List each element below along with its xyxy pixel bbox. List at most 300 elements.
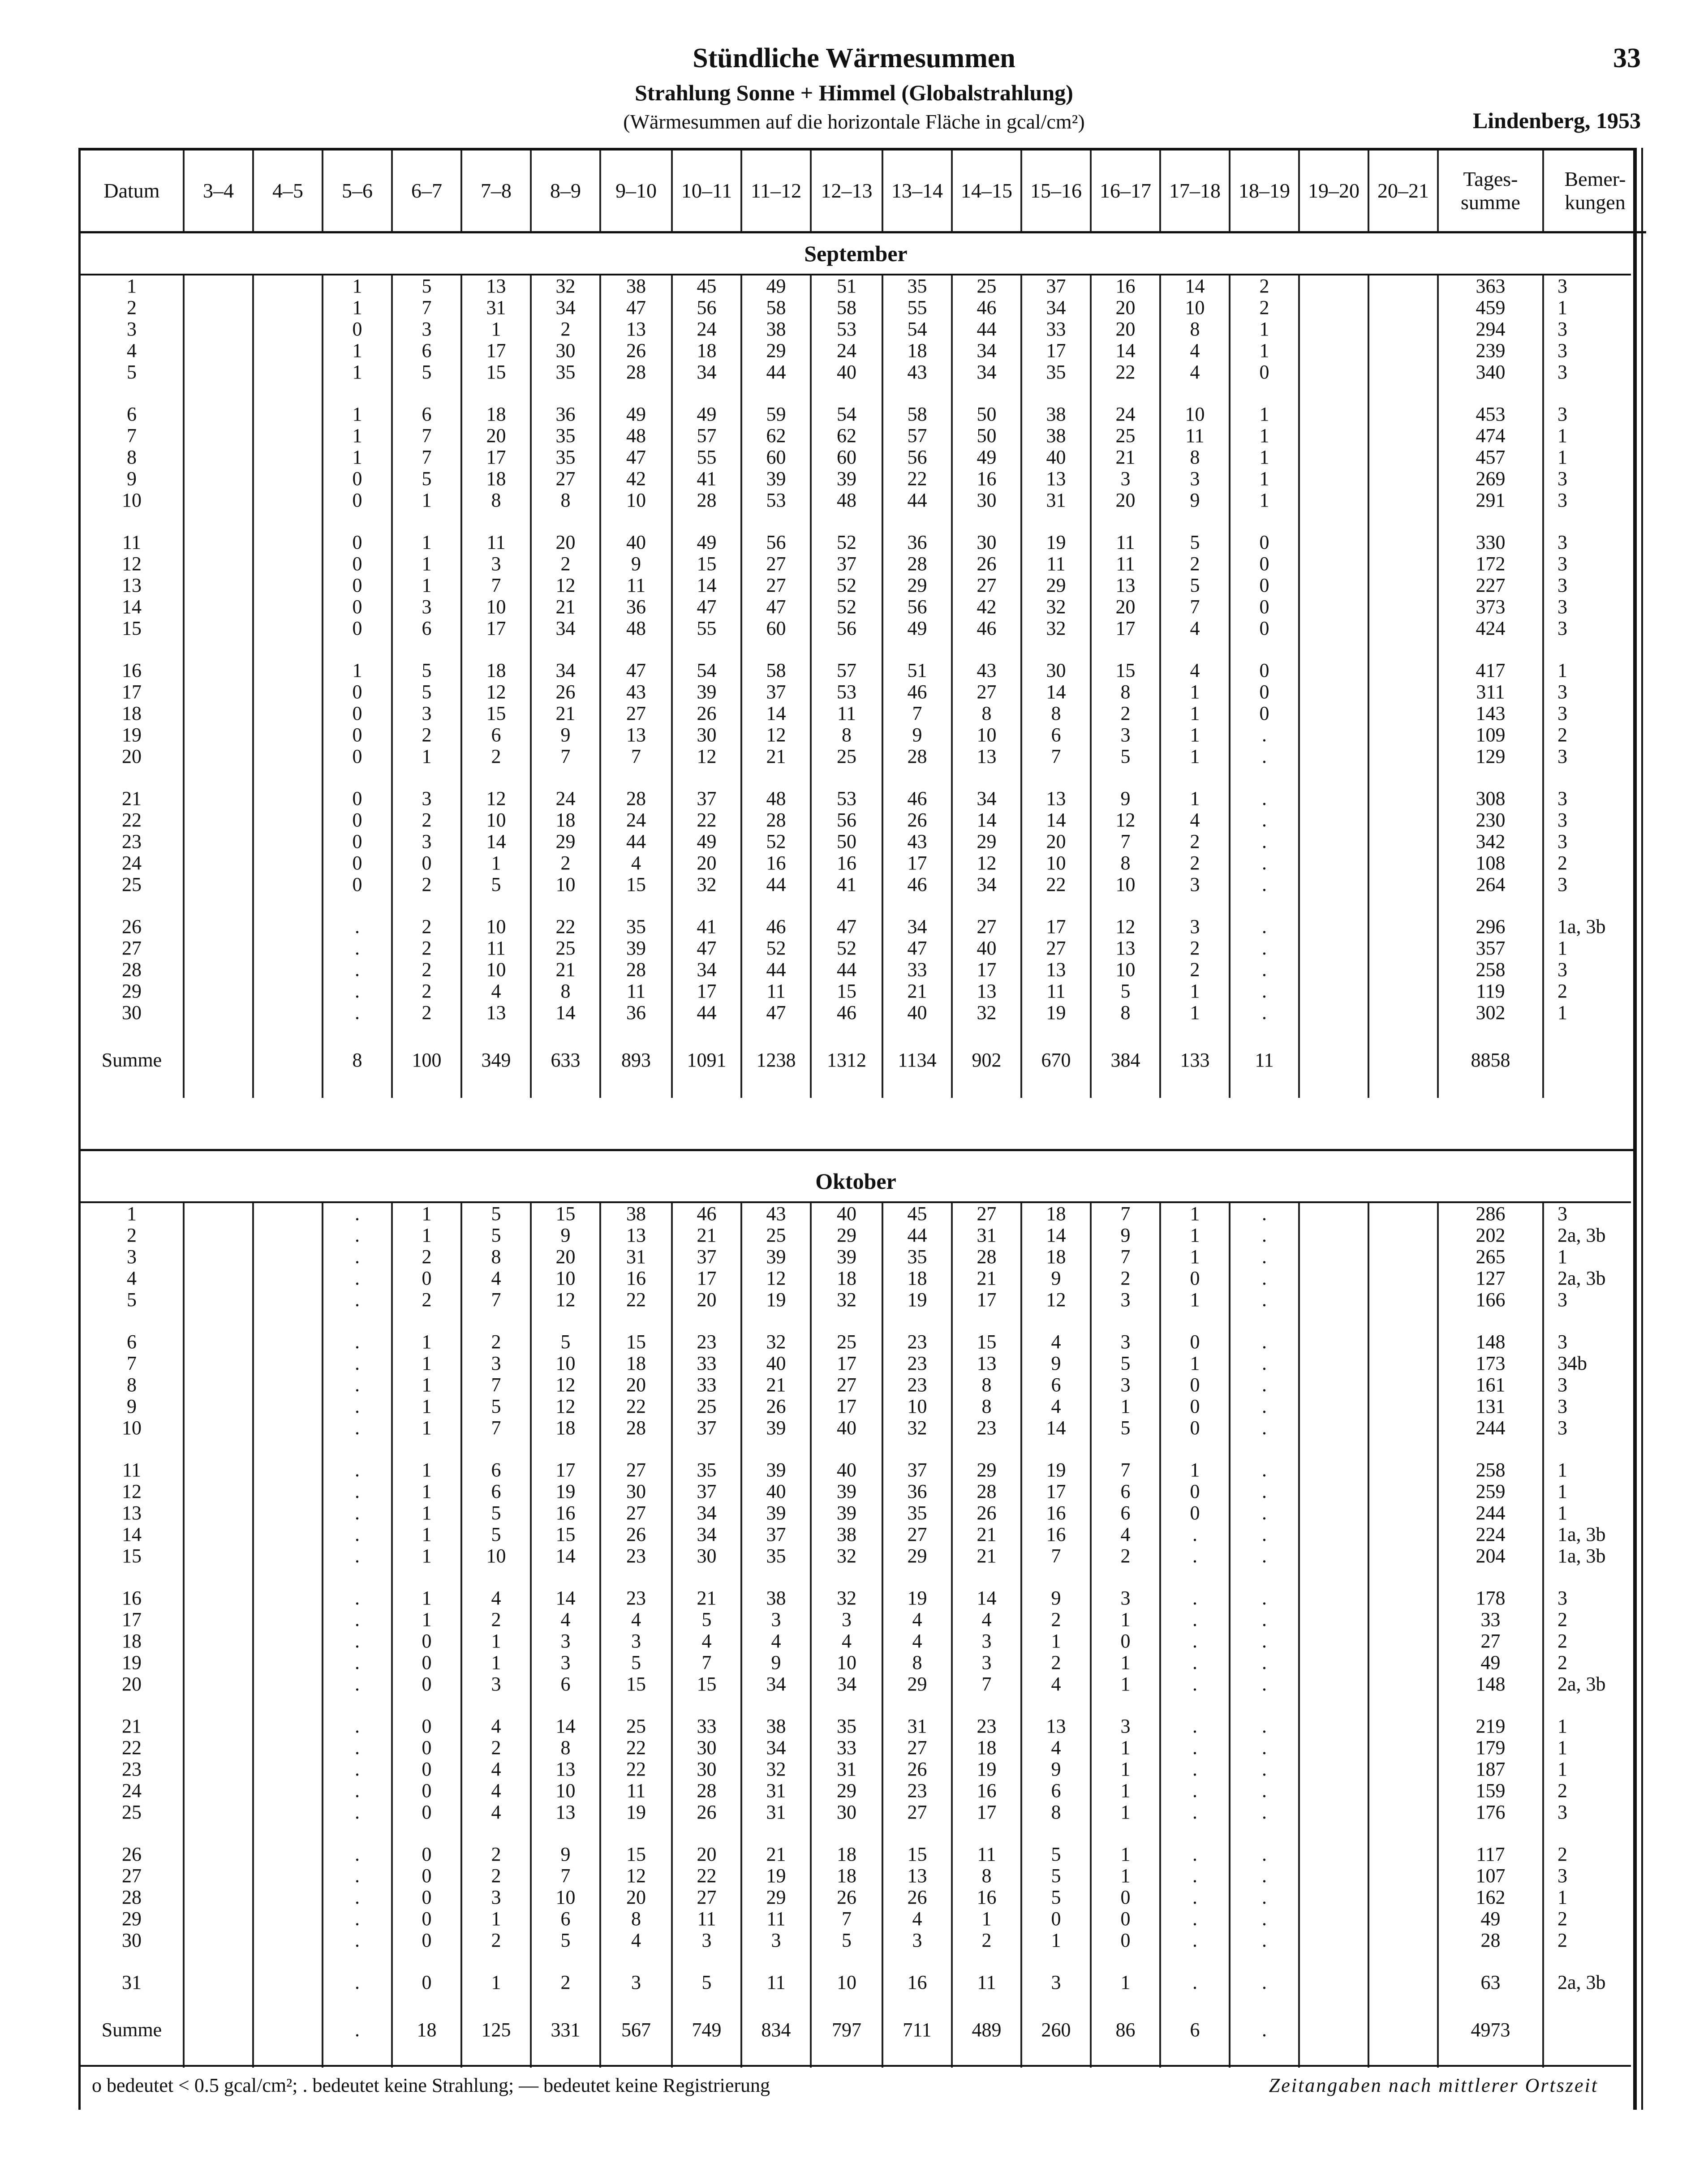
value-cell: 7 (672, 1652, 741, 1673)
value-cell: 38 (811, 1524, 882, 1545)
value-cell (1368, 746, 1438, 767)
value-cell (1299, 1203, 1368, 1225)
value-cell: 13 (600, 318, 672, 340)
sum-cell: 331 (531, 2014, 600, 2041)
value-cell (1368, 1802, 1438, 1823)
date-cell: 14 (122, 596, 142, 618)
value-cell: 12 (1091, 809, 1160, 831)
value-cell (1299, 681, 1368, 703)
value-cell: 2 (392, 916, 461, 938)
value-cell (1299, 1331, 1368, 1353)
value-cell: 2 (1160, 938, 1230, 959)
value-cell: 13 (1021, 959, 1091, 981)
value-cell: 44 (882, 1225, 952, 1246)
value-cell: 30 (672, 1759, 741, 1780)
value-cell: 1 (323, 340, 392, 361)
value-cell: 14 (531, 1716, 600, 1737)
value-cell (1368, 618, 1438, 639)
value-cell: 40 (952, 938, 1021, 959)
table-row (81, 1844, 1646, 1865)
value-cell: 0 (1230, 532, 1299, 553)
value-cell (1368, 1459, 1438, 1481)
value-cell: 46 (882, 874, 952, 895)
table-row (81, 1417, 1646, 1439)
value-cell: 20 (600, 1374, 672, 1396)
value-cell: 33 (811, 1737, 882, 1759)
value-cell: . (323, 1972, 392, 1993)
value-cell: 34 (741, 1737, 811, 1759)
value-cell: 17 (1021, 1481, 1091, 1502)
value-cell (1299, 404, 1368, 425)
table-row (81, 1930, 1646, 1951)
value-cell: 34 (952, 788, 1021, 809)
date-cell: 10 (122, 489, 142, 511)
value-cell (1299, 1002, 1368, 1024)
table-row (81, 1524, 1646, 1545)
date-cell: 13 (122, 1502, 142, 1524)
value-cell: 11 (600, 1780, 672, 1802)
value-cell: 35 (882, 1246, 952, 1268)
value-cell (1368, 490, 1438, 511)
value-cell (1368, 916, 1438, 938)
value-cell: 3 (882, 1930, 952, 1951)
table-row (81, 575, 1646, 596)
value-cell (1299, 532, 1368, 553)
value-cell: 27 (600, 703, 672, 724)
value-cell (1299, 318, 1368, 340)
value-cell (253, 1587, 323, 1609)
value-cell: 0 (1160, 1502, 1230, 1524)
column-header: 18–19 (1230, 151, 1299, 232)
value-cell: . (1160, 1759, 1230, 1780)
section-divider (78, 1149, 1637, 1151)
value-cell: 27 (1021, 938, 1091, 959)
value-cell (253, 1652, 323, 1673)
value-cell: 30 (952, 490, 1021, 511)
value-cell: 0 (323, 553, 392, 575)
value-cell: 27 (741, 575, 811, 596)
daily-sum-cell: 258 (1438, 1459, 1543, 1481)
value-cell: 8 (1160, 318, 1230, 340)
value-cell: . (1230, 1225, 1299, 1246)
value-cell: 20 (461, 425, 531, 447)
value-cell: 2 (461, 1865, 531, 1887)
value-cell: 29 (1021, 575, 1091, 596)
value-cell: 1 (1160, 1246, 1230, 1268)
date-cell: 5 (127, 361, 137, 383)
remarks-cell: 1 (1543, 425, 1646, 447)
value-cell: 39 (741, 1459, 811, 1481)
value-cell: 1 (1160, 703, 1230, 724)
value-cell (253, 1481, 323, 1502)
value-cell: 5 (461, 1502, 531, 1524)
value-cell: 39 (741, 1502, 811, 1524)
value-cell: 9 (1021, 1759, 1091, 1780)
table-row (81, 425, 1646, 447)
value-cell: 27 (952, 681, 1021, 703)
value-cell: 38 (600, 1203, 672, 1225)
value-cell (1299, 788, 1368, 809)
value-cell: 58 (741, 660, 811, 681)
value-cell: 1 (1230, 490, 1299, 511)
value-cell: . (323, 1459, 392, 1481)
value-cell: 17 (1021, 916, 1091, 938)
value-cell: 1 (1091, 1780, 1160, 1802)
value-cell: 56 (672, 297, 741, 318)
value-cell: 1 (392, 1396, 461, 1417)
value-cell: 5 (1021, 1887, 1091, 1908)
value-cell: 41 (811, 874, 882, 895)
value-cell: . (1230, 1417, 1299, 1439)
value-cell: . (323, 1716, 392, 1737)
value-cell (1368, 1502, 1438, 1524)
value-cell: 25 (672, 1396, 741, 1417)
value-cell: 56 (741, 532, 811, 553)
legend-note: o bedeutet < 0.5 gcal/cm²; . bedeutet keine Strahlung; — bedeutet keine Registrierung (92, 2074, 770, 2096)
value-cell: 7 (392, 447, 461, 468)
value-cell: 47 (672, 596, 741, 618)
value-cell: 8 (952, 1374, 1021, 1396)
value-cell: 16 (882, 1972, 952, 1993)
value-cell: 10 (461, 809, 531, 831)
column-header: Bemer- kungen (1543, 151, 1646, 232)
value-cell (1299, 660, 1368, 681)
value-cell: 10 (811, 1972, 882, 1993)
date-cell: 30 (122, 1929, 142, 1951)
value-cell: 6 (531, 1908, 600, 1930)
daily-sum-cell: 224 (1438, 1524, 1543, 1545)
value-cell: 5 (1021, 1844, 1091, 1865)
value-cell: 9 (1021, 1587, 1091, 1609)
value-cell: 10 (531, 1353, 600, 1374)
value-cell: 0 (323, 809, 392, 831)
value-cell: 23 (600, 1545, 672, 1567)
value-cell: 11 (1091, 532, 1160, 553)
value-cell: 42 (600, 468, 672, 490)
value-cell: 1 (1160, 788, 1230, 809)
value-cell: 0 (392, 1972, 461, 1993)
value-cell: 3 (1091, 1331, 1160, 1353)
value-cell: 19 (952, 1759, 1021, 1780)
value-cell: 27 (741, 553, 811, 575)
daily-sum-cell: 161 (1438, 1374, 1543, 1396)
value-cell (1368, 275, 1438, 297)
value-cell (184, 874, 253, 895)
value-cell: 22 (600, 1737, 672, 1759)
daily-sum-cell: 119 (1438, 981, 1543, 1002)
value-cell (1368, 553, 1438, 575)
table-row (81, 468, 1646, 490)
value-cell: . (1160, 1844, 1230, 1865)
date-cell: 9 (127, 468, 137, 490)
value-cell: 53 (811, 318, 882, 340)
sum-cell: 902 (952, 1044, 1021, 1071)
table-row (81, 1203, 1646, 1225)
value-cell (253, 1844, 323, 1865)
value-cell (184, 1930, 253, 1951)
table-row (81, 1587, 1646, 1609)
value-cell: 27 (952, 1203, 1021, 1225)
value-cell: 7 (1091, 831, 1160, 852)
value-cell: 53 (741, 490, 811, 511)
value-cell: 4 (1160, 361, 1230, 383)
value-cell: 22 (600, 1396, 672, 1417)
table-tail (81, 2041, 1646, 2068)
value-cell (1299, 425, 1368, 447)
value-cell (184, 361, 253, 383)
column-header: 14–15 (952, 151, 1021, 232)
column-header: 10–11 (672, 151, 741, 232)
value-cell: 1 (1160, 746, 1230, 767)
value-cell: 31 (952, 1225, 1021, 1246)
value-cell (184, 831, 253, 852)
value-cell: 12 (461, 681, 531, 703)
table-row (81, 1652, 1646, 1673)
value-cell: 3 (1160, 468, 1230, 490)
value-cell (253, 1289, 323, 1311)
value-cell: . (323, 1630, 392, 1652)
value-cell (1368, 660, 1438, 681)
sum-cell: 834 (741, 2014, 811, 2041)
value-cell (184, 981, 253, 1002)
value-cell (1368, 1417, 1438, 1439)
remarks-cell: 1 (1543, 1002, 1646, 1024)
value-cell: . (1230, 981, 1299, 1002)
value-cell (253, 532, 323, 553)
date-cell: 3 (127, 1246, 137, 1268)
value-cell: 1 (392, 1374, 461, 1396)
value-cell: 2 (1160, 553, 1230, 575)
daily-sum-cell: 179 (1438, 1737, 1543, 1759)
value-cell: 36 (531, 404, 600, 425)
value-cell: 2 (392, 938, 461, 959)
value-cell: 14 (531, 1002, 600, 1024)
value-cell: 36 (882, 532, 952, 553)
sum-row (81, 2014, 1646, 2041)
value-cell: 20 (1091, 318, 1160, 340)
value-cell: 1 (461, 1630, 531, 1652)
value-cell: 2 (392, 809, 461, 831)
value-cell: 5 (1021, 1865, 1091, 1887)
value-cell: 1 (392, 1203, 461, 1225)
value-cell: 0 (392, 1268, 461, 1289)
value-cell: 20 (600, 1887, 672, 1908)
date-cell: 1 (127, 275, 137, 297)
sum-cell: 11 (1230, 1044, 1299, 1071)
remarks-cell: 3 (1543, 1374, 1646, 1396)
value-cell: 2 (1021, 1652, 1091, 1673)
value-cell: . (1230, 1802, 1299, 1823)
value-cell: 12 (952, 852, 1021, 874)
value-cell (253, 1802, 323, 1823)
column-header-table (81, 151, 1646, 233)
value-cell: 1 (1160, 1289, 1230, 1311)
value-cell: . (323, 938, 392, 959)
value-cell: 4 (882, 1609, 952, 1630)
value-cell: 5 (811, 1930, 882, 1951)
value-cell: . (1230, 809, 1299, 831)
row-group-spacer (81, 639, 1646, 660)
table-row (81, 532, 1646, 553)
remarks-cell: 2 (1543, 724, 1646, 746)
value-cell (1299, 1417, 1368, 1439)
date-cell: 13 (122, 574, 142, 596)
remarks-cell: 1 (1543, 1481, 1646, 1502)
sum-label: Summe (101, 2019, 162, 2041)
value-cell (184, 1652, 253, 1673)
value-cell: 20 (1091, 297, 1160, 318)
remarks-cell: 3 (1543, 703, 1646, 724)
daily-sum-cell: 162 (1438, 1887, 1543, 1908)
value-cell: 18 (461, 468, 531, 490)
value-cell: 44 (600, 831, 672, 852)
value-cell (1299, 1887, 1368, 1908)
value-cell: 21 (952, 1524, 1021, 1545)
date-cell: 24 (122, 852, 142, 874)
table-row (81, 596, 1646, 618)
value-cell: 16 (952, 1780, 1021, 1802)
value-cell (184, 468, 253, 490)
value-cell: 1 (323, 660, 392, 681)
value-cell: . (323, 1225, 392, 1246)
date-cell: 11 (122, 1459, 142, 1481)
value-cell (1299, 746, 1368, 767)
value-cell: 4 (600, 1930, 672, 1951)
table-row (81, 447, 1646, 468)
value-cell: . (1160, 1587, 1230, 1609)
remarks-cell: 2a, 3b (1543, 1268, 1646, 1289)
sum-cell: 6 (1160, 2014, 1230, 2041)
value-cell: 20 (1021, 831, 1091, 852)
daily-sum-cell: 202 (1438, 1225, 1543, 1246)
table-row (81, 1887, 1646, 1908)
value-cell: 5 (461, 1203, 531, 1225)
value-cell: 30 (952, 532, 1021, 553)
value-cell (184, 1459, 253, 1481)
value-cell: 27 (672, 1887, 741, 1908)
value-cell: 13 (600, 724, 672, 746)
value-cell: 34 (531, 660, 600, 681)
value-cell (184, 1374, 253, 1396)
value-cell: 0 (323, 746, 392, 767)
sum-cell: 893 (600, 1044, 672, 1071)
value-cell (184, 1716, 253, 1737)
date-cell: 7 (127, 1352, 137, 1374)
sum-cell: 567 (600, 2014, 672, 2041)
value-cell (1368, 1673, 1438, 1695)
remarks-cell: 2 (1543, 1780, 1646, 1802)
value-cell: . (323, 1844, 392, 1865)
remarks-cell: 3 (1543, 1865, 1646, 1887)
value-cell: 15 (531, 1203, 600, 1225)
value-cell (184, 1609, 253, 1630)
date-cell: 25 (122, 1801, 142, 1823)
value-cell: 32 (882, 1417, 952, 1439)
date-cell: 29 (122, 1908, 142, 1930)
value-cell (1299, 809, 1368, 831)
value-cell: 14 (461, 831, 531, 852)
daily-sum-cell: 227 (1438, 575, 1543, 596)
value-cell (253, 1545, 323, 1567)
row-group-spacer (81, 895, 1646, 916)
value-cell: 8 (952, 703, 1021, 724)
value-cell: 1 (1230, 425, 1299, 447)
value-cell: 43 (952, 660, 1021, 681)
value-cell: . (323, 1481, 392, 1502)
remarks-cell: 2 (1543, 852, 1646, 874)
value-cell: . (1230, 1002, 1299, 1024)
value-cell: . (323, 1802, 392, 1823)
date-cell: 20 (122, 1673, 142, 1695)
daily-sum-cell: 27 (1438, 1630, 1543, 1652)
value-cell: 29 (882, 1673, 952, 1695)
daily-sum-cell: 49 (1438, 1652, 1543, 1673)
value-cell: . (323, 981, 392, 1002)
value-cell: . (1160, 1737, 1230, 1759)
daily-sum-cell: 187 (1438, 1759, 1543, 1780)
date-cell: 30 (122, 1002, 142, 1024)
value-cell: 8 (531, 981, 600, 1002)
value-cell: 22 (672, 809, 741, 831)
value-cell (1299, 874, 1368, 895)
value-cell (1368, 1289, 1438, 1311)
value-cell (1299, 490, 1368, 511)
column-header: 3–4 (184, 151, 253, 232)
value-cell: 2 (1230, 297, 1299, 318)
value-cell: . (1230, 1972, 1299, 1993)
value-cell: 18 (811, 1865, 882, 1887)
value-cell: 26 (600, 340, 672, 361)
value-cell: 10 (531, 1268, 600, 1289)
value-cell: 1 (461, 318, 531, 340)
value-cell (1368, 447, 1438, 468)
page-title: Stündliche Wärmesummen (693, 43, 1015, 73)
date-cell: 15 (122, 617, 142, 639)
month-heading-oktober: Oktober (81, 1161, 1631, 1203)
value-cell: 57 (672, 425, 741, 447)
remarks-cell: 3 (1543, 275, 1646, 297)
daily-sum-cell: 127 (1438, 1268, 1543, 1289)
value-cell: 27 (600, 1502, 672, 1524)
value-cell: 28 (672, 490, 741, 511)
value-cell: 15 (672, 553, 741, 575)
value-cell: 0 (323, 468, 392, 490)
value-cell (1368, 959, 1438, 981)
value-cell: 21 (672, 1225, 741, 1246)
value-cell: 11 (1091, 553, 1160, 575)
table-row (81, 1759, 1646, 1780)
value-cell: 2 (1091, 1268, 1160, 1289)
value-cell: 2 (531, 553, 600, 575)
daily-sum-cell: 230 (1438, 809, 1543, 831)
value-cell: 19 (741, 1865, 811, 1887)
value-cell: 4 (600, 1609, 672, 1630)
value-cell: 7 (1091, 1246, 1160, 1268)
value-cell: 1 (323, 447, 392, 468)
remarks-cell: 1 (1543, 1459, 1646, 1481)
value-cell: . (323, 1417, 392, 1439)
value-cell: . (1230, 1459, 1299, 1481)
value-cell: 32 (531, 275, 600, 297)
value-cell: 18 (952, 1737, 1021, 1759)
value-cell: 22 (1091, 361, 1160, 383)
value-cell (184, 1673, 253, 1695)
remarks-cell: 2 (1543, 981, 1646, 1002)
value-cell: 50 (952, 425, 1021, 447)
value-cell: 52 (811, 575, 882, 596)
column-header: Datum (81, 151, 184, 232)
value-cell: 1 (323, 361, 392, 383)
